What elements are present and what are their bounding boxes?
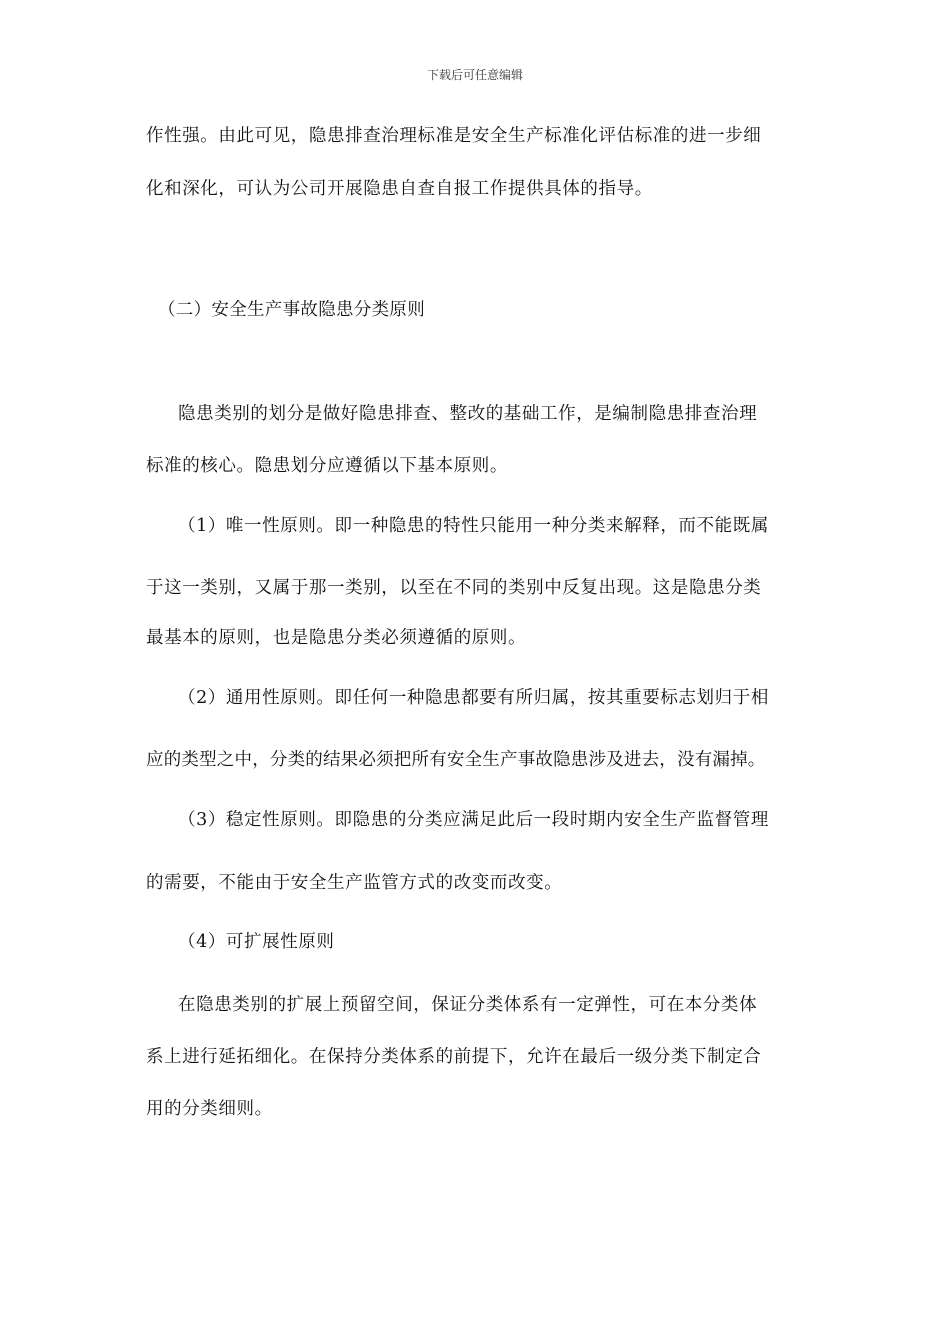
- body-line: 隐患类别的划分是做好隐患排查、整改的基础工作，是编制隐患排查治理: [178, 404, 758, 424]
- body-line: （2）通用性原则。即任何一种隐患都要有所归属，按其重要标志划归于相: [178, 688, 769, 708]
- body-line: 系上进行延拓细化。在保持分类体系的前提下，允许在最后一级分类下制定合: [146, 1047, 762, 1067]
- body-line: 最基本的原则，也是隐患分类必须遵循的原则。: [146, 628, 527, 648]
- page-header: 下载后可任意编辑: [426, 68, 523, 82]
- body-line: 于这一类别，又属于那一类别，以至在不同的类别中反复出现。这是隐患分类: [146, 578, 762, 598]
- body-line: 在隐患类别的扩展上预留空间，保证分类体系有一定弹性，可在本分类体: [178, 995, 758, 1015]
- body-line: （1）唯一性原则。即一种隐患的特性只能用一种分类来解释，而不能既属: [178, 516, 769, 536]
- body-line: 应的类型之中，分类的结果必须把所有安全生产事故隐患涉及进去，没有漏掉。: [146, 750, 766, 770]
- body-line: 的需要，不能由于安全生产监管方式的改变而改变。: [146, 873, 563, 893]
- section-heading: （二）安全生产事故隐患分类原则: [158, 300, 425, 320]
- body-line: 标准的核心。隐患划分应遵循以下基本原则。: [146, 456, 508, 476]
- body-line: 用的分类细则。: [146, 1099, 273, 1119]
- body-line: （4）可扩展性原则: [178, 932, 335, 952]
- body-line: （3）稳定性原则。即隐患的分类应满足此后一段时期内安全生产监督管理: [178, 810, 769, 830]
- body-line: 作性强。由此可见，隐患排查治理标准是安全生产标准化评估标准的进一步细: [146, 126, 762, 146]
- body-line: 化和深化，可认为公司开展隐患自查自报工作提供具体的指导。: [146, 179, 653, 199]
